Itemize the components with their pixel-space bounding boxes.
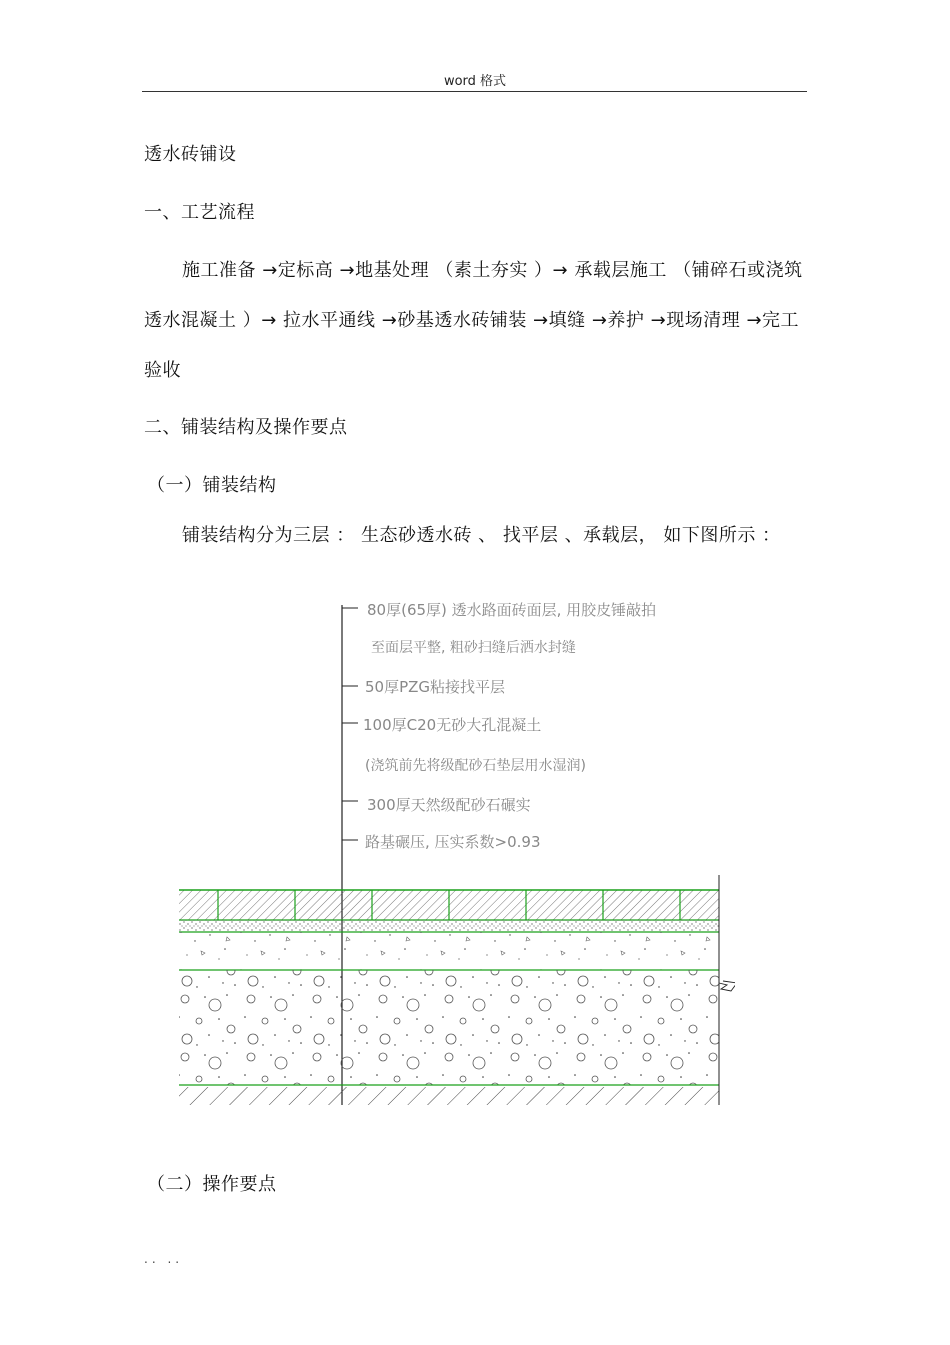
header-rule <box>142 91 807 92</box>
section1-heading: 一、工艺流程 <box>144 202 255 223</box>
page-footer: .. .. <box>144 1252 184 1266</box>
callout-3: 50厚PZG粘接找平层 <box>365 678 506 696</box>
callout-1: 80厚(65厚) 透水路面砖面层, 用胶皮锤敲拍 <box>367 601 657 619</box>
callout-5: (浇筑前先将级配砂石垫层用水湿润) <box>365 758 586 774</box>
flow-line-1: 施工准备 →定标高 →地基处理 （素土夯实 ）→ 承载层施工 （铺碎石或浇筑 <box>182 260 803 281</box>
diagram-svg <box>175 585 735 1110</box>
gravel-layer <box>179 970 719 1085</box>
sub2-heading: （二）操作要点 <box>147 1174 277 1195</box>
flow-line-3: 验收 <box>144 360 181 381</box>
page-header: word 格式 <box>443 74 507 89</box>
callout-7: 路基碾压, 压实系数>0.93 <box>365 833 541 851</box>
callout-6: 300厚天然级配砂石碾实 <box>367 796 531 814</box>
flow-line-2: 透水混凝土 ）→ 拉水平通线 →砂基透水砖铺装 →填缝 →养护 →现场清理 →完工 <box>144 310 800 331</box>
break-mark <box>719 981 735 991</box>
section2-heading: 二、铺装结构及操作要点 <box>144 417 348 438</box>
callout-4: 100厚C20无砂大孔混凝土 <box>363 716 542 734</box>
document-title: 透水砖铺设 <box>144 144 237 165</box>
leveling-layer <box>179 920 719 932</box>
callout-2: 至面层平整, 粗砂扫缝后洒水封缝 <box>371 640 576 656</box>
subgrade-hatch <box>179 1087 719 1105</box>
concrete-layer <box>179 932 719 970</box>
sub1-heading: （一）铺装结构 <box>147 475 277 496</box>
structure-sentence: 铺装结构分为三层 ： 生态砂透水砖 、 找平层 、承载层， 如下图所示 ： <box>182 525 781 546</box>
paving-structure-diagram <box>175 585 735 1110</box>
